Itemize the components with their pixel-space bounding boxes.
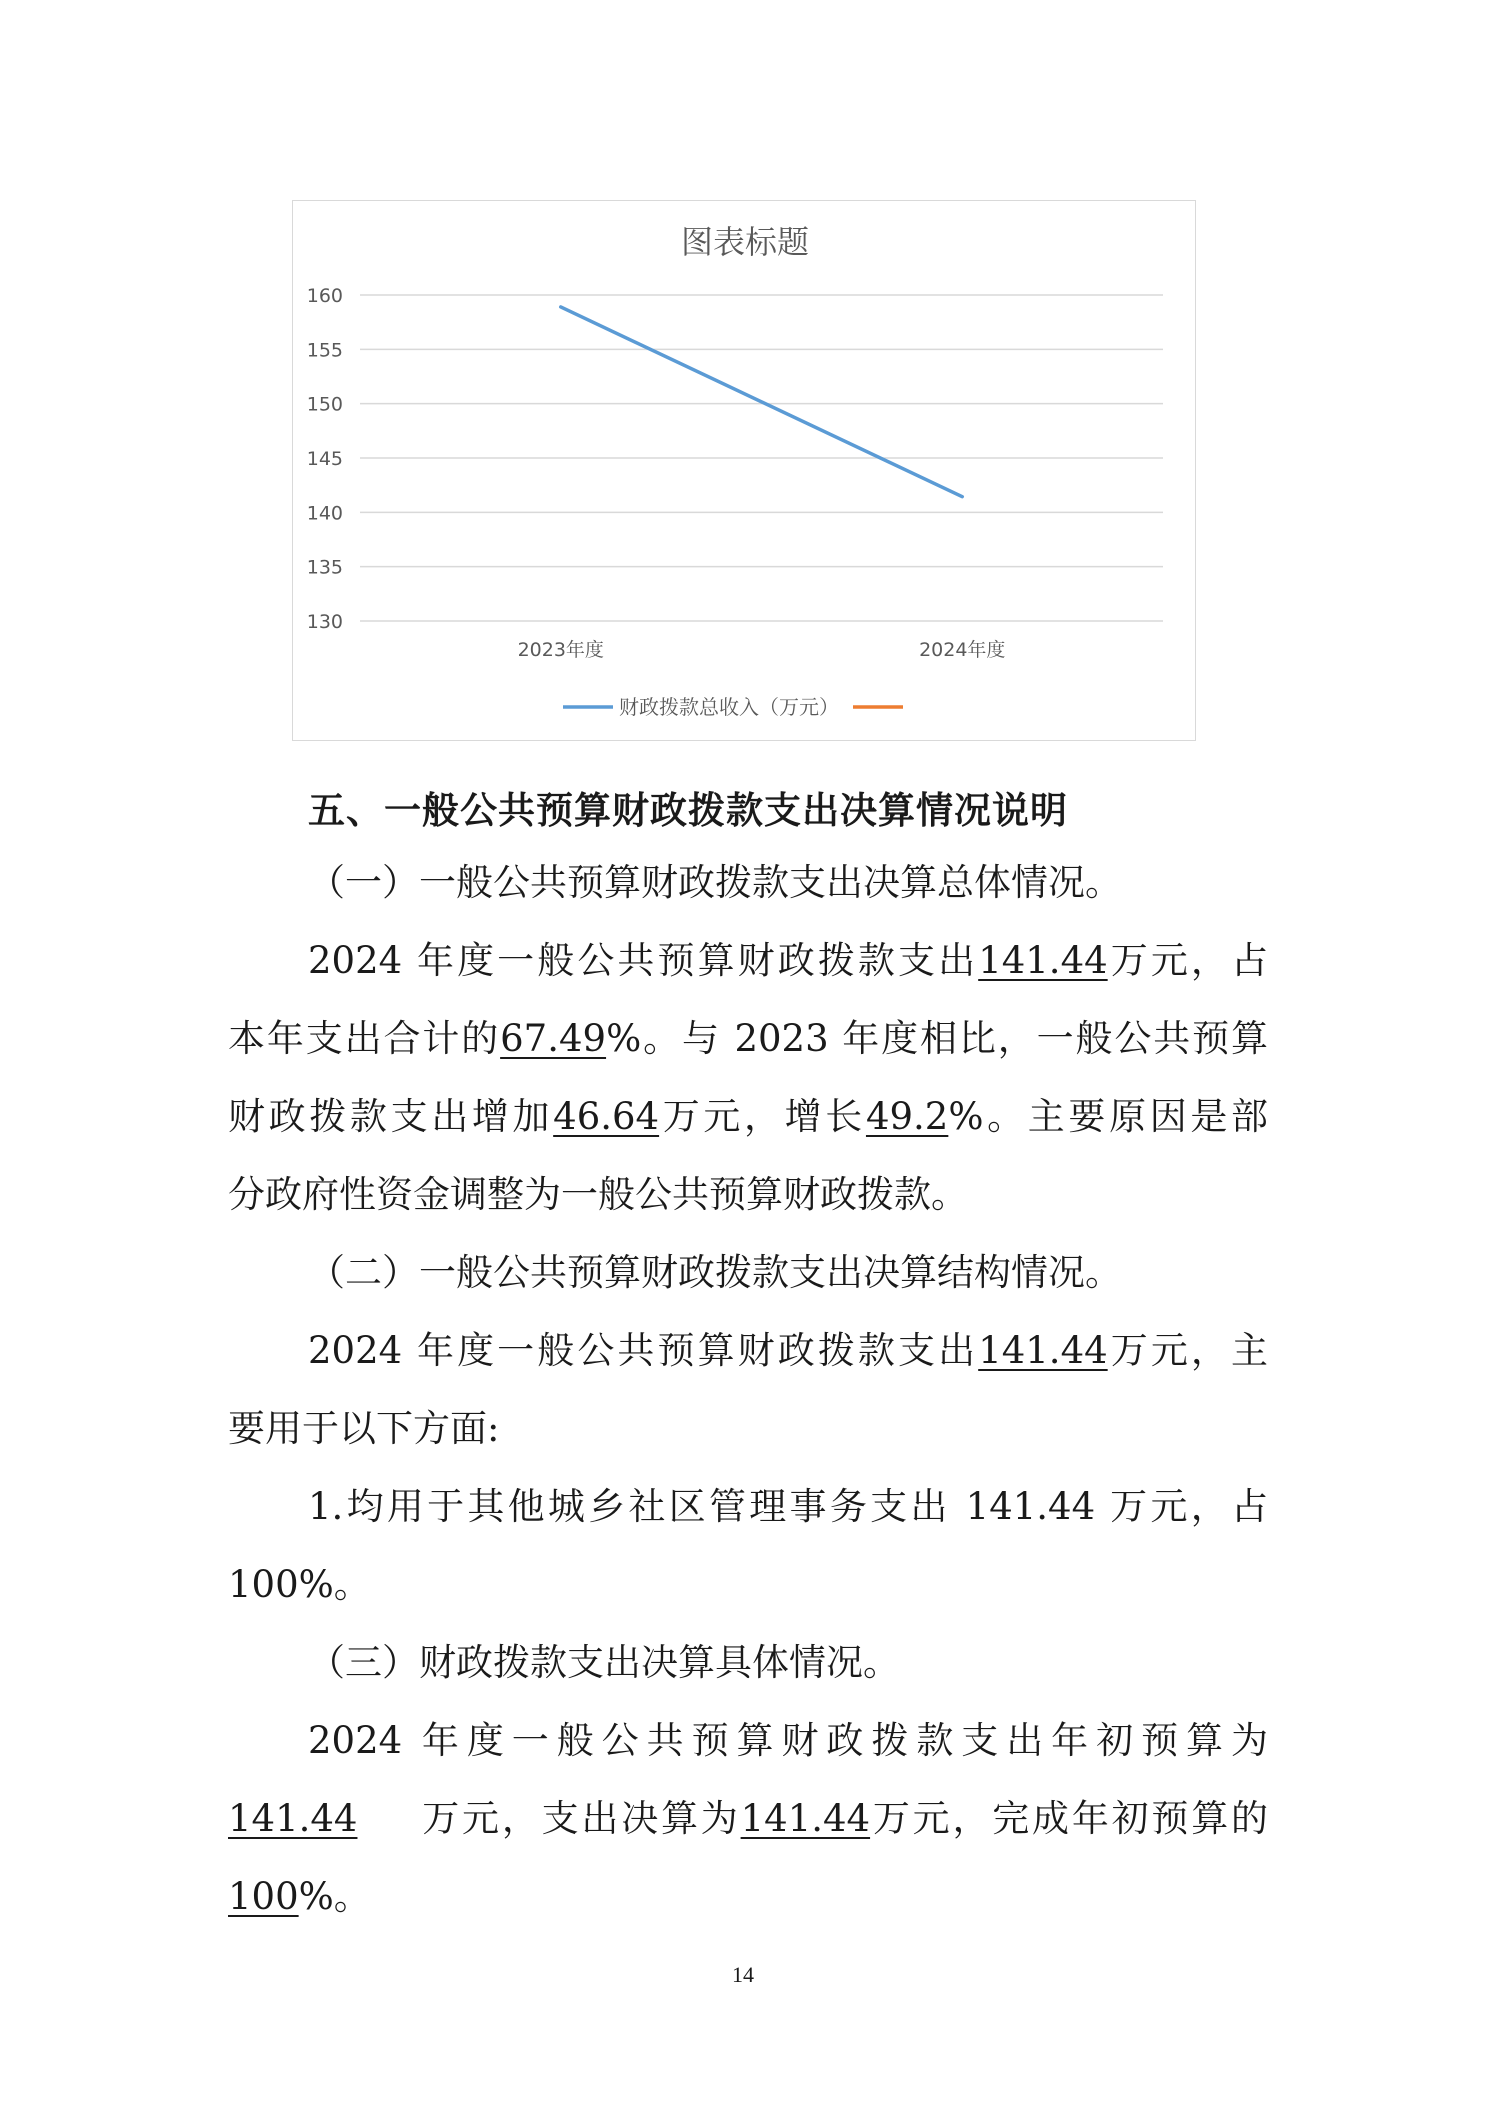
sub3-title: （三）财政拨款支出决算具体情况。 xyxy=(308,1641,900,1684)
text: 万元，增长 xyxy=(659,1095,866,1138)
sub1-line2 xyxy=(228,1008,1268,1062)
chart-canvas xyxy=(293,201,1197,742)
sub2-item1: 1.均用于其他城乡社区管理事务支出 141.44 万元，占 xyxy=(308,1485,1268,1528)
value-share: 67.49 xyxy=(500,1017,607,1060)
y-tick-label: 140 xyxy=(306,502,343,525)
value-budget xyxy=(228,1797,419,1840)
text: 万元，占 xyxy=(1107,939,1268,982)
text: %。主要原因是部 xyxy=(948,1095,1269,1138)
text: %。与 2023 年度相比，一般公共预算 xyxy=(606,1017,1269,1060)
text: 万元，支出决算为 xyxy=(419,1797,741,1840)
value-final: 141.44 xyxy=(740,1797,871,1840)
text: 本年支出合计的 xyxy=(228,1017,501,1060)
sub1-line4: 分政府性资金调整为一般公共预算财政拨款。 xyxy=(228,1173,968,1216)
sub2-item1-cont: 100%。 xyxy=(228,1563,371,1606)
sub1-title: （一）一般公共预算财政拨款支出决算总体情况。 xyxy=(308,861,1122,904)
line-chart xyxy=(292,200,1196,741)
y-tick-label: 150 xyxy=(306,393,343,416)
text: 2024 年度一般公共预算财政拨款支出 xyxy=(308,1329,979,1372)
sub1-line3 xyxy=(228,1086,1268,1140)
x-tick-label: 2023年度 xyxy=(517,639,604,661)
page-number: 14 xyxy=(732,1962,754,1987)
y-tick-label: 135 xyxy=(306,556,343,579)
value-expenditure: 141.44 xyxy=(978,1329,1108,1372)
text: 万元，主 xyxy=(1107,1329,1268,1372)
text: 2024 年度一般公共预算财政拨款支出 xyxy=(308,939,979,982)
sub3-line2 xyxy=(228,1788,1268,1842)
text: 万元，完成年初预算的 xyxy=(870,1797,1269,1840)
sub3-line1: 2024 年度一般公共预算财政拨款支出年初预算为 xyxy=(308,1719,1268,1762)
text: %。 xyxy=(298,1875,371,1918)
y-tick-label: 160 xyxy=(306,285,343,307)
sub1-line1 xyxy=(308,930,1268,984)
text: 财政拨款支出增加 xyxy=(228,1095,554,1138)
sub2-line2: 要用于以下方面: xyxy=(228,1407,500,1450)
series-line xyxy=(561,307,963,497)
sub2-line1 xyxy=(308,1320,1268,1374)
legend-label: 财政拨款总收入（万元） xyxy=(619,695,839,719)
value-expenditure: 141.44 xyxy=(978,939,1108,982)
sub2-title: （二）一般公共预算财政拨款支出决算结构情况。 xyxy=(308,1251,1122,1294)
sub3-line3 xyxy=(228,1866,1268,1920)
value-growth: 49.2 xyxy=(865,1095,949,1138)
value-budget-text: 141.44 xyxy=(228,1797,358,1840)
y-tick-label: 130 xyxy=(306,611,343,633)
section-heading: 五、一般公共预算财政拨款支出决算情况说明 xyxy=(308,789,1068,832)
value-completion: 100 xyxy=(228,1875,299,1918)
chart-title: 图表标题 xyxy=(680,223,810,261)
y-tick-label: 155 xyxy=(306,339,343,362)
x-tick-label: 2024年度 xyxy=(919,639,1006,661)
y-tick-label: 145 xyxy=(306,448,343,470)
value-increase: 46.64 xyxy=(553,1095,660,1138)
